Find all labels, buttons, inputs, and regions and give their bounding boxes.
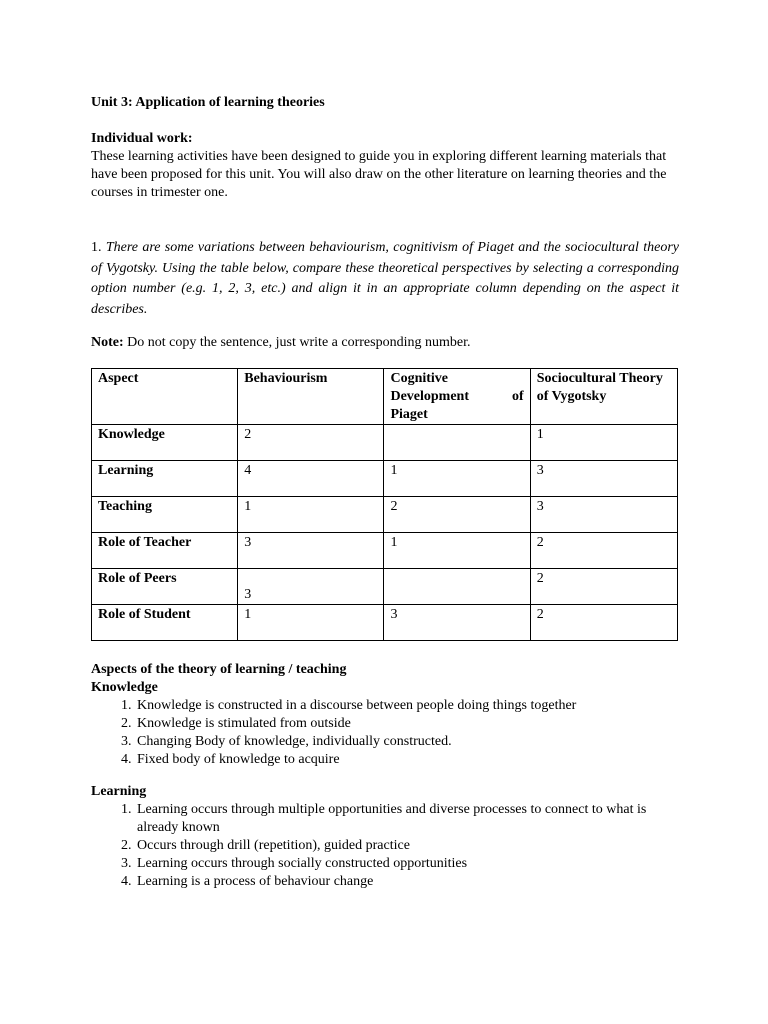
list-item: 3. Changing Body of knowledge, individually constructed. [135,733,679,751]
cell-aspect: Knowledge [92,425,238,461]
cell-aspect: Learning [92,461,238,497]
knowledge-heading: Knowledge [91,680,158,695]
header-behaviourism: Behaviourism [238,369,384,425]
header-cognitive-line1: Cognitive [390,371,449,386]
list-item: 4. Learning is a process of behaviour change [135,873,679,891]
header-cognitive-line3: Piaget [390,407,428,422]
list-item: 2. Knowledge is stimulated from outside [135,715,679,733]
cell-aspect: Role of Peers [92,569,238,605]
cell-sociocultural[interactable]: 2 [530,533,677,569]
document-page [91,94,679,903]
table-row [92,605,678,641]
cell-behaviourism[interactable] [238,569,384,605]
table-row [92,569,678,605]
cell-cognitive[interactable]: 3 [384,605,530,641]
header-cognitive-word-of: of [512,389,524,404]
list-item: 4. Fixed body of knowledge to acquire [135,751,679,769]
cell-cognitive[interactable] [384,569,530,605]
unit-title: Unit 3: Application of learning theories [91,95,325,110]
comparison-table [91,368,678,641]
learning-list [91,801,679,891]
cell-sociocultural[interactable]: 1 [530,425,677,461]
note-text: Do not copy the sentence, just write a corresponding number. [127,335,471,350]
note-label: Note: [91,335,124,350]
individual-work-text: These learning activities have been designed to guide you in exploring different learning materials that have been proposed for this unit. You will also draw on the other literature on learning theories and the courses in trimester one. [91,149,667,200]
cell-behaviourism[interactable]: 1 [238,605,384,641]
table-row [92,533,678,569]
cell-behaviourism[interactable]: 1 [238,497,384,533]
cell-behaviourism-value: 3 [244,587,252,602]
aspects-heading: Aspects of the theory of learning / teaching [91,662,347,677]
table-row [92,461,678,497]
learning-heading: Learning [91,784,147,799]
list-item: 1. Knowledge is constructed in a discourse between people doing things together [135,697,679,715]
individual-work-heading: Individual work: [91,131,193,146]
header-aspect: Aspect [92,369,238,425]
cell-aspect: Role of Teacher [92,533,238,569]
header-sociocultural: Sociocultural Theory of Vygotsky [530,369,677,425]
cell-sociocultural[interactable]: 3 [530,497,677,533]
table-row [92,425,678,461]
cell-sociocultural[interactable]: 2 [530,569,677,605]
cell-behaviourism[interactable]: 2 [238,425,384,461]
header-cognitive-line2 [390,388,523,406]
cell-behaviourism[interactable]: 4 [238,461,384,497]
cell-sociocultural[interactable]: 3 [530,461,677,497]
list-item: 1. Learning occurs through multiple opportunities and diverse processes to connect to what is already known [135,801,679,837]
list-item: 2. Occurs through drill (repetition), guided practice [135,837,679,855]
cell-cognitive[interactable]: 1 [384,533,530,569]
cell-cognitive[interactable]: 1 [384,461,530,497]
cell-sociocultural[interactable]: 2 [530,605,677,641]
knowledge-list [91,697,679,769]
table-row [92,497,678,533]
header-cognitive [384,369,530,425]
cell-cognitive[interactable]: 2 [384,497,530,533]
cell-cognitive[interactable] [384,425,530,461]
cell-aspect: Role of Student [92,605,238,641]
list-item: 3. Learning occurs through socially constructed opportunities [135,855,679,873]
cell-behaviourism[interactable]: 3 [238,533,384,569]
question-1 [91,238,679,320]
cell-aspect: Teaching [92,497,238,533]
header-cognitive-word-development: Development [390,389,470,404]
question-text: There are some variations between behaviourism, cognitivism of Piaget and the sociocultural theory of Vygotsky. Using the table below, compare these theoretical perspectives by selecting a corresponding option number (e.g. 1, 2, 3, etc.) and align it in an appropriate column depending on the aspect it describes. [91,240,680,317]
note [91,334,679,352]
table-header-row [92,369,678,425]
question-number: 1. [91,240,102,255]
